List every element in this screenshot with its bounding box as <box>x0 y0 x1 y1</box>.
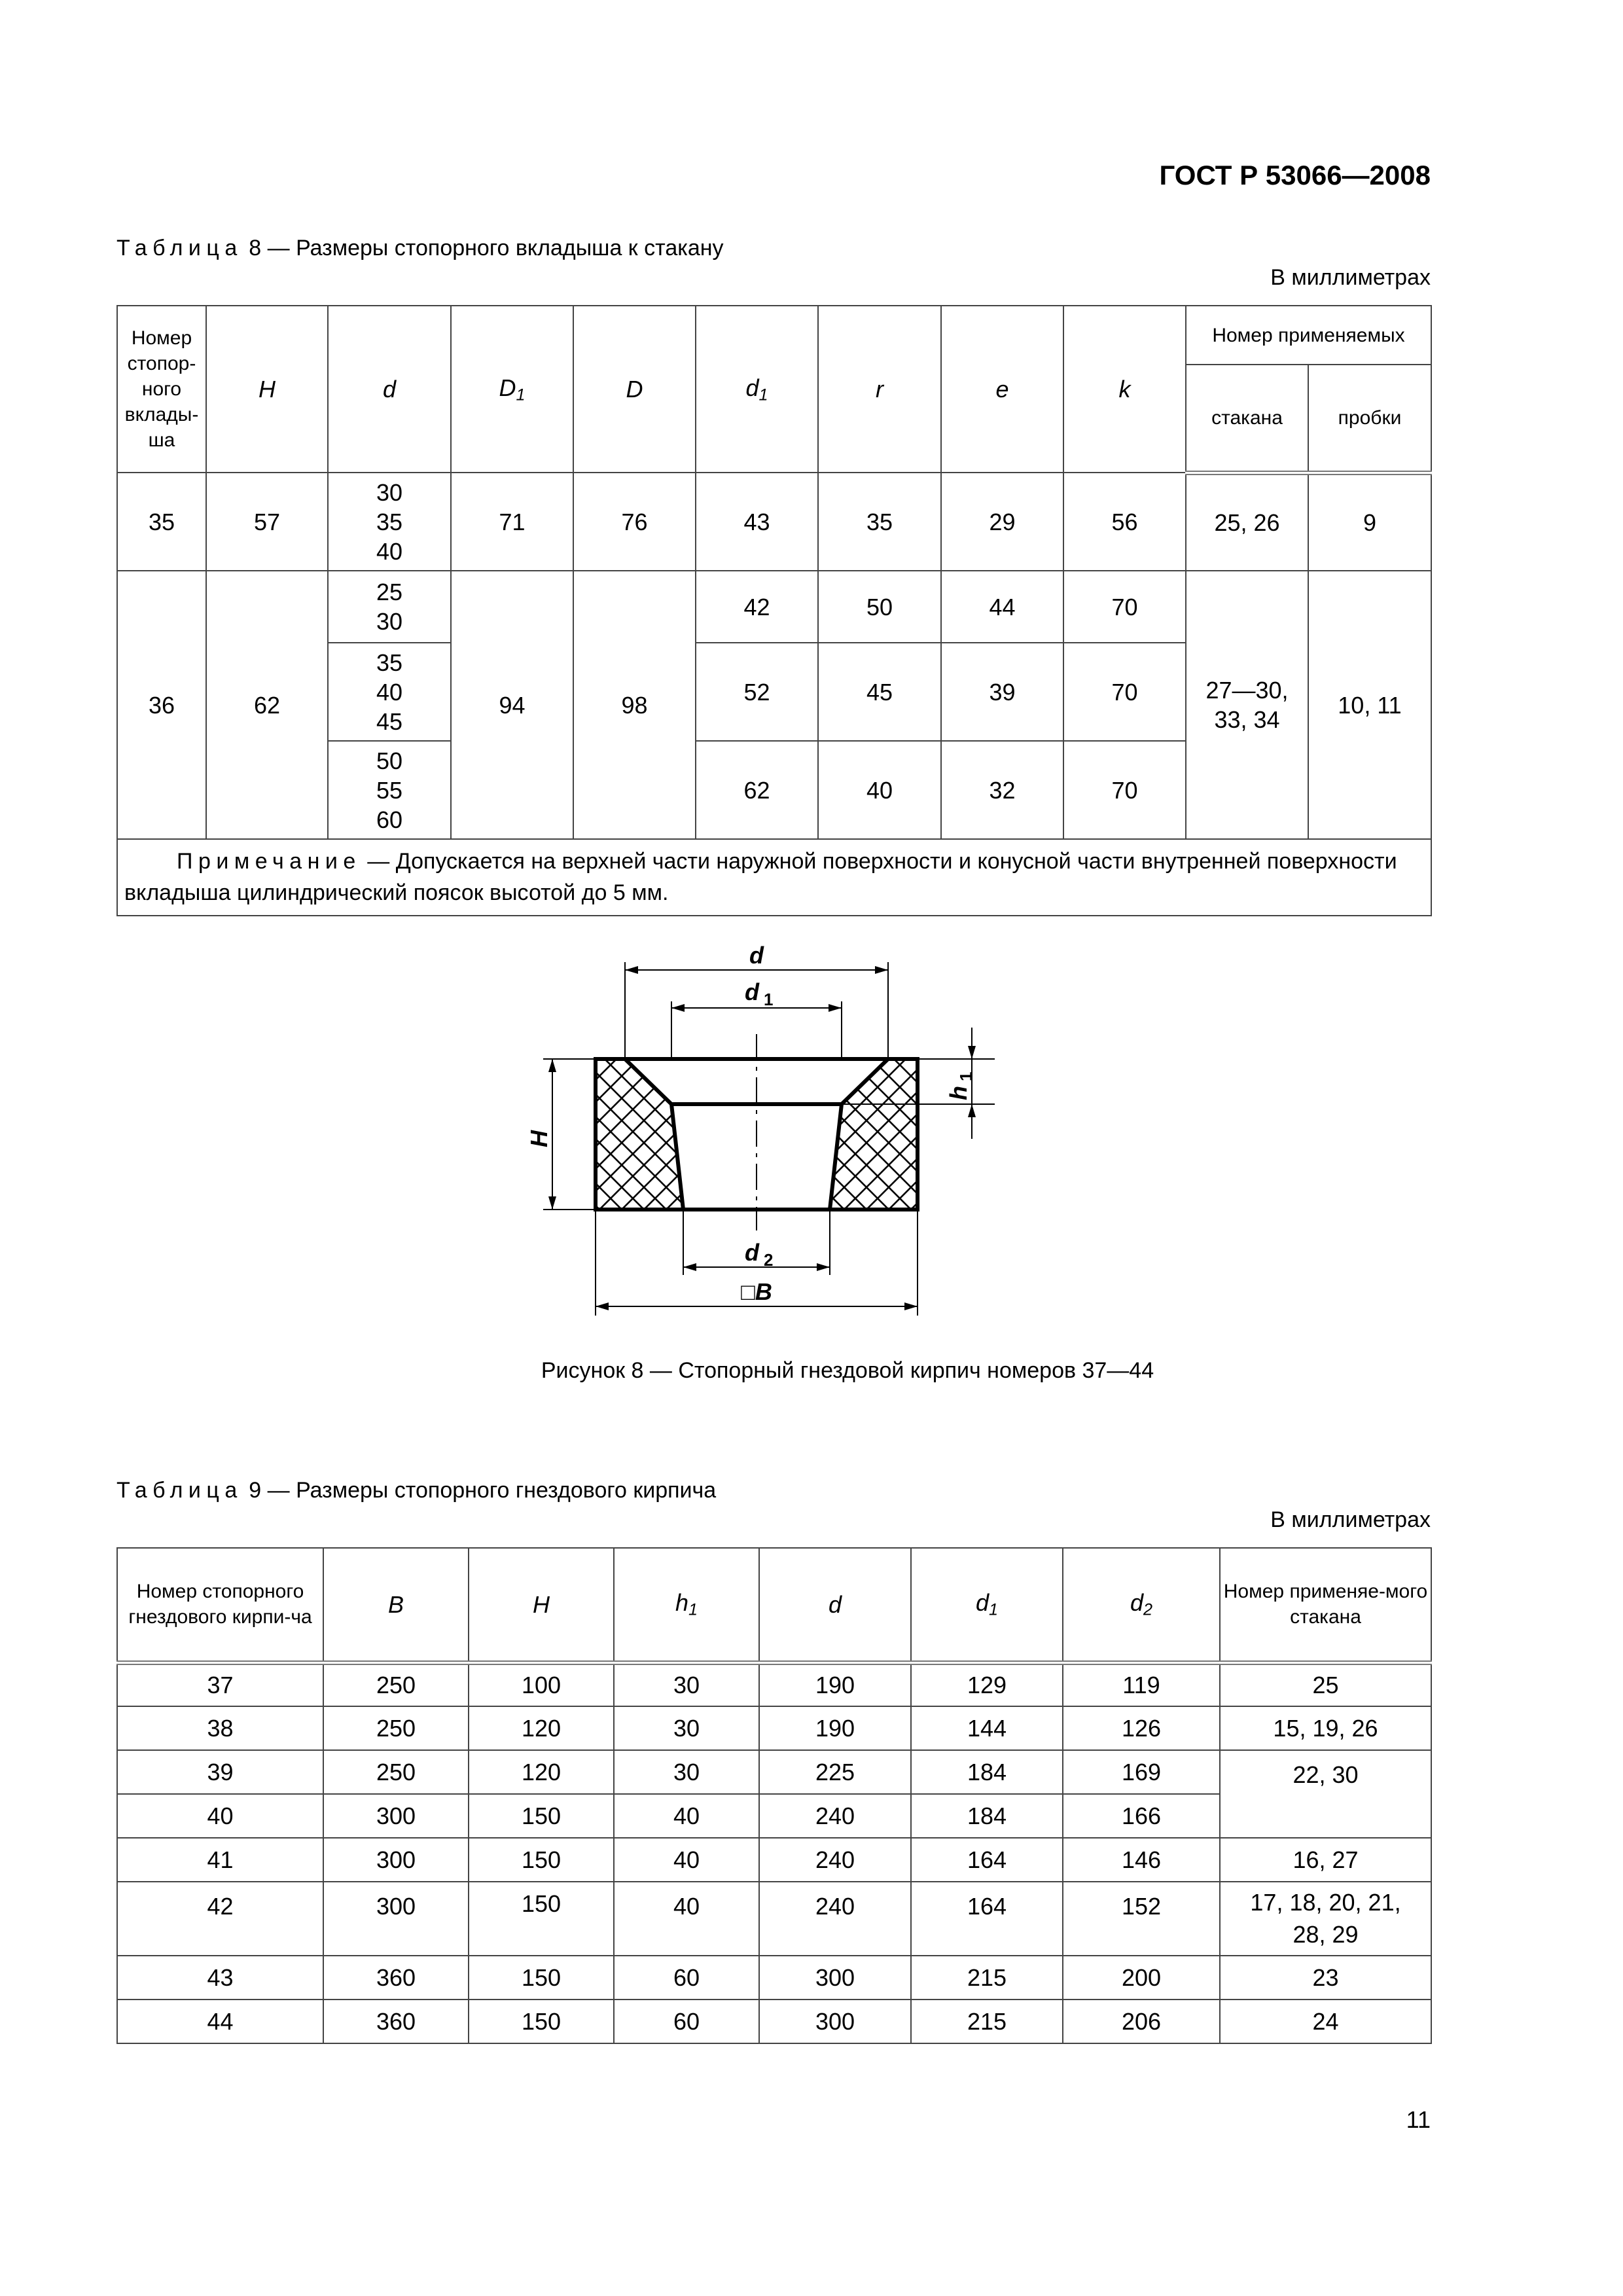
table9-units: В миллиметрах <box>1270 1507 1431 1532</box>
table9 <box>116 1547 1432 2044</box>
t8-r35-D: 76 <box>573 473 696 571</box>
t9-r42-n: 42 <box>117 1882 323 1956</box>
t9-header-B: B <box>323 1548 469 1662</box>
t9-r39-d1: 184 <box>911 1750 1063 1794</box>
t9-r39-h1: 30 <box>614 1750 759 1794</box>
t8-r36-plug: 10, 11 <box>1308 571 1431 839</box>
t8-r36-H: 62 <box>206 571 328 839</box>
t8-r36-sub1-r: 50 <box>818 571 941 643</box>
t9-r42-H: 150 <box>469 1882 614 1956</box>
t9-r37-d2: 119 <box>1063 1662 1220 1706</box>
table8-caption-label: Таблица <box>116 236 243 260</box>
t9-header-d1-main: d <box>975 1589 989 1617</box>
t8-r36-sub3-k: 70 <box>1063 741 1186 839</box>
t9-r38-glass: 15, 19, 26 <box>1220 1706 1431 1750</box>
t8-r36-sub2-d <box>328 643 451 741</box>
t8-r35-d-2: 35 <box>376 508 403 535</box>
fig-label-h1-sub: 1 <box>956 1071 976 1081</box>
t8-r36-sub2-r: 45 <box>818 643 941 741</box>
t9-r39-H: 120 <box>469 1750 614 1794</box>
t9-r37-h1: 30 <box>614 1662 759 1706</box>
t9-r42-h1: 40 <box>614 1882 759 1956</box>
t8-r35-H: 57 <box>206 473 328 571</box>
t8-header-d: d <box>328 306 451 473</box>
t8-r36-sub2-k: 70 <box>1063 643 1186 741</box>
t9-r44-H: 150 <box>469 2000 614 2043</box>
t9-r40-d: 240 <box>759 1794 911 1838</box>
t8-header-applied-group: Номер применяемых <box>1186 306 1431 365</box>
table8-units: В миллиметрах <box>1270 265 1431 290</box>
t8-header-e: e <box>941 306 1063 473</box>
t9-r44-n: 44 <box>117 2000 323 2043</box>
t9-r40-d1: 184 <box>911 1794 1063 1838</box>
t8-note-label: Примечание <box>177 849 361 874</box>
t9-r44-d2: 206 <box>1063 2000 1220 2043</box>
t8-header-D1-sub: 1 <box>516 385 526 404</box>
t9-r43-H: 150 <box>469 1956 614 2000</box>
t8-r35-d <box>328 473 451 571</box>
t9-r39-d: 225 <box>759 1750 911 1794</box>
t8-header-H: H <box>206 306 328 473</box>
t8-header-D1-main: D <box>499 374 516 401</box>
t9-r43-d: 300 <box>759 1956 911 2000</box>
t8-r36-glass-line2: 33, 34 <box>1214 706 1280 733</box>
t8-r36-sub3-d <box>328 741 451 839</box>
t9-r44-h1: 60 <box>614 2000 759 2043</box>
t9-header-d2-sub: 2 <box>1143 1600 1153 1619</box>
table8-caption <box>116 236 724 261</box>
fig-label-d2-sub: 2 <box>764 1250 774 1270</box>
t9-header-h1 <box>614 1548 759 1662</box>
t9-r42-d2: 152 <box>1063 1882 1220 1956</box>
t9-r38-B: 250 <box>323 1706 469 1750</box>
fig-label-d: d <box>749 942 764 969</box>
t9-r43-d2: 200 <box>1063 1956 1220 2000</box>
t9-r37-n: 37 <box>117 1662 323 1706</box>
t9-r37-H: 100 <box>469 1662 614 1706</box>
table9-caption-text: 9 — Размеры стопорного гнездового кирпича <box>249 1478 717 1503</box>
t8-r35-glass: 25, 26 <box>1186 473 1308 571</box>
table9-caption <box>116 1478 716 1503</box>
fig-label-d1-sub: 1 <box>764 990 774 1009</box>
t8-r35-d-3: 40 <box>376 537 403 565</box>
t9-header-h1-main: h <box>675 1589 688 1617</box>
t8-header-D: D <box>573 306 696 473</box>
t9-header-d: d <box>759 1548 911 1662</box>
t9-r44-glass: 24 <box>1220 2000 1431 2043</box>
t9-r38-d1: 144 <box>911 1706 1063 1750</box>
t9-header-d1-sub: 1 <box>989 1600 999 1619</box>
table8-caption-text: 8 — Размеры стопорного вкладыша к стакану <box>249 236 724 260</box>
table9-caption-label: Таблица <box>116 1478 243 1503</box>
t8-r35-D1: 71 <box>451 473 573 571</box>
t9-r39-40-glass: 22, 30 <box>1220 1750 1431 1838</box>
t9-r44-d1: 215 <box>911 2000 1063 2043</box>
t9-r38-h1: 30 <box>614 1706 759 1750</box>
t9-r41-d1: 164 <box>911 1838 1063 1882</box>
t9-header-d2 <box>1063 1548 1220 1662</box>
t8-r36-sub2-e: 39 <box>941 643 1063 741</box>
t9-r42-d: 240 <box>759 1882 911 1956</box>
t8-header-d1 <box>696 306 818 473</box>
document-header: ГОСТ Р 53066—2008 <box>1159 160 1431 190</box>
fig-label-h1: h <box>945 1086 972 1100</box>
t8-r36-sub1-d-2: 30 <box>376 608 403 635</box>
brick-right-section <box>830 1059 918 1210</box>
t8-r36-sub1-k: 70 <box>1063 571 1186 643</box>
t9-r42-glass: 17, 18, 20, 21, 28, 29 <box>1220 1882 1431 1956</box>
t9-header-number: Номер стопорного гнездового кирпи-ча <box>117 1548 323 1662</box>
t9-r40-H: 150 <box>469 1794 614 1838</box>
t8-r36-sub3-d1: 62 <box>696 741 818 839</box>
table8 <box>116 305 1432 916</box>
t8-r35-d1: 43 <box>696 473 818 571</box>
t8-r35-r: 35 <box>818 473 941 571</box>
t9-r38-d: 190 <box>759 1706 911 1750</box>
t9-r38-d2: 126 <box>1063 1706 1220 1750</box>
t8-r36-sub2-d-3: 45 <box>376 708 403 735</box>
t9-r37-d1: 129 <box>911 1662 1063 1706</box>
t8-r36-sub2-d-2: 40 <box>376 678 403 706</box>
t8-r36-sub2-d1: 52 <box>696 643 818 741</box>
t9-r37-B: 250 <box>323 1662 469 1706</box>
t9-r38-H: 120 <box>469 1706 614 1750</box>
t8-r36-glass <box>1186 571 1308 839</box>
t8-header-glass: стакана <box>1186 365 1308 473</box>
fig-label-d1: d <box>745 978 759 1005</box>
t8-header-plug: пробки <box>1308 365 1431 473</box>
t9-r44-d: 300 <box>759 2000 911 2043</box>
t8-header-D1 <box>451 306 573 473</box>
t8-header-k: k <box>1063 306 1186 473</box>
t8-r35-number: 35 <box>117 473 206 571</box>
t9-r39-n: 39 <box>117 1750 323 1794</box>
page-number: 11 <box>1406 2106 1431 2133</box>
t8-r36-sub1-e: 44 <box>941 571 1063 643</box>
t9-header-d2-main: d <box>1130 1589 1143 1617</box>
t8-r36-glass-line1: 27—30, <box>1205 677 1289 704</box>
fig-label-H: H <box>526 1130 552 1147</box>
t8-r36-number: 36 <box>117 571 206 839</box>
t8-r36-D: 98 <box>573 571 696 839</box>
t9-header-glass: Номер применяе-мого стакана <box>1220 1548 1431 1662</box>
t9-r44-B: 360 <box>323 2000 469 2043</box>
t8-r36-sub3-d-1: 50 <box>376 747 403 774</box>
t9-r41-d2: 146 <box>1063 1838 1220 1882</box>
t8-r36-sub3-e: 32 <box>941 741 1063 839</box>
t8-r36-sub1-d-1: 25 <box>376 579 403 605</box>
t8-r35-d-1: 30 <box>376 478 403 506</box>
t9-r38-n: 38 <box>117 1706 323 1750</box>
t9-r42-d1: 164 <box>911 1882 1063 1956</box>
t9-header-h1-sub: 1 <box>688 1600 698 1619</box>
t9-r40-B: 300 <box>323 1794 469 1838</box>
t8-header-r: r <box>818 306 941 473</box>
t9-r40-d2: 166 <box>1063 1794 1220 1838</box>
t8-r35-plug: 9 <box>1308 473 1431 571</box>
t8-r36-sub1-d1: 42 <box>696 571 818 643</box>
t9-r37-glass: 25 <box>1220 1662 1431 1706</box>
t9-r41-H: 150 <box>469 1838 614 1882</box>
t9-r40-h1: 40 <box>614 1794 759 1838</box>
t8-r36-sub3-r: 40 <box>818 741 941 839</box>
t8-r35-e: 29 <box>941 473 1063 571</box>
t8-r36-sub3-d-3: 60 <box>376 806 403 833</box>
t8-header-d1-sub: 1 <box>758 385 768 404</box>
figure8-caption: Рисунок 8 — Стопорный гнездовой кирпич номеров 37—44 <box>541 1358 1154 1383</box>
t9-r43-d1: 215 <box>911 1956 1063 2000</box>
t8-header-d1-main: d <box>745 374 759 401</box>
t8-r36-sub2-d-1: 35 <box>376 649 403 676</box>
t9-r43-h1: 60 <box>614 1956 759 2000</box>
t9-r43-B: 360 <box>323 1956 469 2000</box>
t8-r36-sub1-d <box>328 571 451 643</box>
t8-note-text: — Допускается на верхней части наружной поверхности и конусной части внутренней поверхности вкладыша цилиндрический поясок высотой до 5 мм. <box>124 849 1397 905</box>
t9-r41-n: 41 <box>117 1838 323 1882</box>
t9-r37-d: 190 <box>759 1662 911 1706</box>
t8-note <box>117 839 1431 916</box>
t9-r43-glass: 23 <box>1220 1956 1431 2000</box>
t8-header-number: Номер стопор-ного вклады-ша <box>117 306 206 473</box>
figure8-drawing <box>510 942 1008 1335</box>
t9-r41-d: 240 <box>759 1838 911 1882</box>
t9-r39-d2: 169 <box>1063 1750 1220 1794</box>
t9-header-d1 <box>911 1548 1063 1662</box>
t9-r43-n: 43 <box>117 1956 323 2000</box>
t9-header-H: H <box>469 1548 614 1662</box>
t9-r39-B: 250 <box>323 1750 469 1794</box>
t9-r41-glass: 16, 27 <box>1220 1838 1431 1882</box>
t8-r36-sub3-d-2: 55 <box>376 776 403 804</box>
t8-r35-k: 56 <box>1063 473 1186 571</box>
t9-r42-B: 300 <box>323 1882 469 1956</box>
fig-label-d2: d <box>745 1239 759 1266</box>
brick-left-section <box>596 1059 683 1210</box>
t8-r36-D1: 94 <box>451 571 573 839</box>
t9-r40-n: 40 <box>117 1794 323 1838</box>
t9-r41-B: 300 <box>323 1838 469 1882</box>
fig-label-B: □B <box>741 1278 772 1305</box>
t9-r41-h1: 40 <box>614 1838 759 1882</box>
